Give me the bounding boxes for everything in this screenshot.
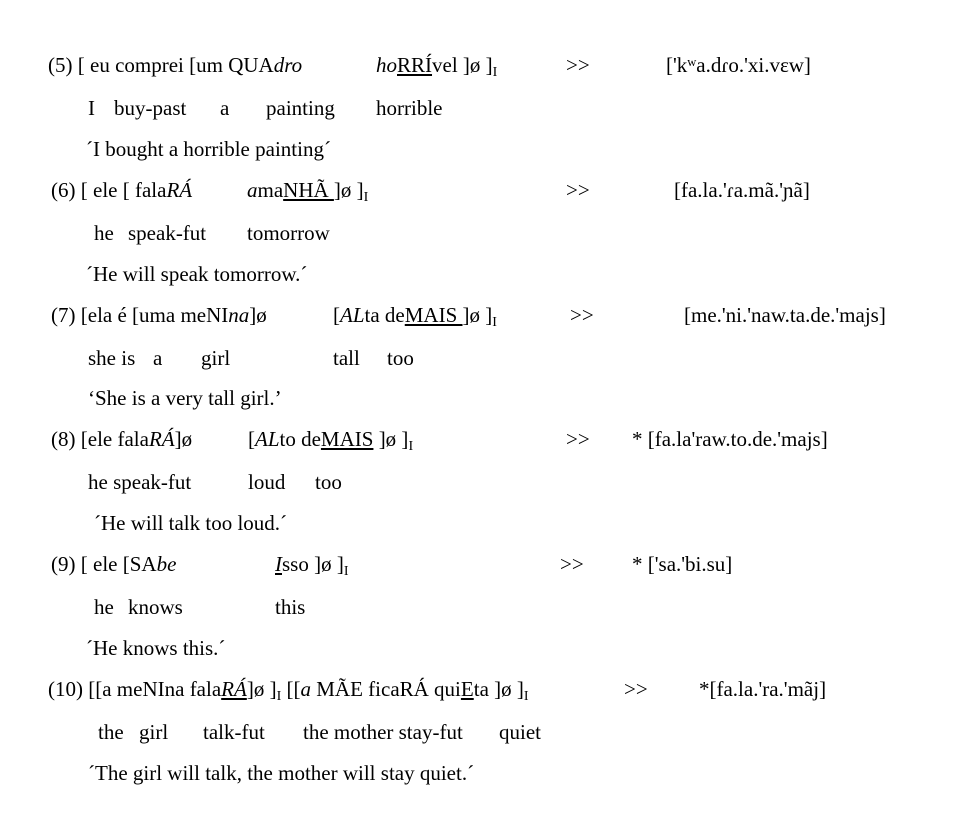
gloss-word: too <box>387 346 414 370</box>
arrow: >> <box>566 53 590 77</box>
gloss-word: she is <box>88 346 136 370</box>
gloss-word: quiet <box>499 720 541 744</box>
example-5-bracketing: (5) [ eu comprei [um QUAdro <box>48 53 303 77</box>
example-9-bracketing: (9) [ ele [SAbe <box>51 552 177 576</box>
example-8-bracketing: (8) [ele falaRÁ]ø <box>51 427 193 451</box>
gloss-word: painting <box>266 96 335 120</box>
example-number: (6) <box>51 178 76 202</box>
arrow: >> <box>570 303 594 327</box>
example-number: (9) <box>51 552 76 576</box>
gloss-word: the mother stay-fut <box>303 720 463 744</box>
ipa-transcription: [fa.la.'ɾa.mã.'ɲã] <box>674 178 810 202</box>
example-9-bracketing-word2: Isso ]ø ]$_I$ <box>275 552 349 579</box>
free-translation: ´The girl will talk, the mother will stay quiet.´ <box>88 761 475 785</box>
example-number: (10) <box>48 677 83 701</box>
free-translation: ´He will talk too loud.´ <box>94 511 288 535</box>
ipa-transcription: * [fa.la'raw.to.de.'majs] <box>632 427 828 451</box>
ipa-transcription: [me.'ni.'naw.ta.de.'majs] <box>684 303 886 327</box>
gloss-word: a <box>153 346 163 370</box>
example-number: (5) <box>48 53 73 77</box>
gloss-word: I <box>88 96 95 120</box>
arrow: >> <box>566 178 590 202</box>
free-translation: ‘She is a very tall girl.’ <box>88 386 282 410</box>
example-6-bracketing: (6) [ ele [ falaRÁ <box>51 178 193 202</box>
example-5-bracketing-word2: hoRRÍvel ]ø ]$_I$ <box>376 53 498 80</box>
example-7-bracketing: (7) [ela é [uma meNIna]ø <box>51 303 267 327</box>
gloss-word: girl <box>201 346 231 370</box>
gloss-word: loud <box>248 470 286 494</box>
example-8-bracketing-word2: [ALto deMAIS ]ø ]$_I$ <box>248 427 414 454</box>
gloss-word: this <box>275 595 306 619</box>
gloss-word: he <box>94 221 114 245</box>
gloss-word: the <box>98 720 124 744</box>
gloss-word: too <box>315 470 342 494</box>
arrow: >> <box>560 552 584 576</box>
example-number: (8) <box>51 427 76 451</box>
gloss-word: horrible <box>376 96 443 120</box>
gloss-word: speak-fut <box>128 221 207 245</box>
gloss-word: talk-fut <box>203 720 265 744</box>
arrow: >> <box>566 427 590 451</box>
ipa-transcription: ['kʷa.dɾo.'xi.vɛw] <box>666 53 811 77</box>
free-translation: ´He knows this.´ <box>86 636 226 660</box>
gloss-word: a <box>220 96 230 120</box>
free-translation: ´I bought a horrible painting´ <box>86 137 331 161</box>
gloss-word: tomorrow <box>247 221 330 245</box>
gloss-word: knows <box>128 595 183 619</box>
gloss-word: he <box>94 595 114 619</box>
example-7-bracketing-word2: [ALta deMAIS ]ø ]$_I$ <box>333 303 497 330</box>
gloss-word: he speak-fut <box>88 470 192 494</box>
gloss-word: tall <box>333 346 360 370</box>
example-number: (7) <box>51 303 76 327</box>
gloss-word: girl <box>139 720 169 744</box>
ipa-transcription: * ['sa.'bi.su] <box>632 552 733 576</box>
free-translation: ´He will speak tomorrow.´ <box>86 262 308 286</box>
arrow: >> <box>624 677 648 701</box>
ipa-transcription: *[fa.la.'ra.'mãj] <box>699 677 827 701</box>
example-10-bracketing: (10) [[a meNIna falaRÁ]ø ]$_I$ [[a MÃE ficaRÁ quiEta ]ø ]$_I$ <box>48 677 529 704</box>
gloss-word: buy-past <box>114 96 187 120</box>
example-6-bracketing-word2: amaNHÃ ]ø ]$_I$ <box>247 178 369 205</box>
